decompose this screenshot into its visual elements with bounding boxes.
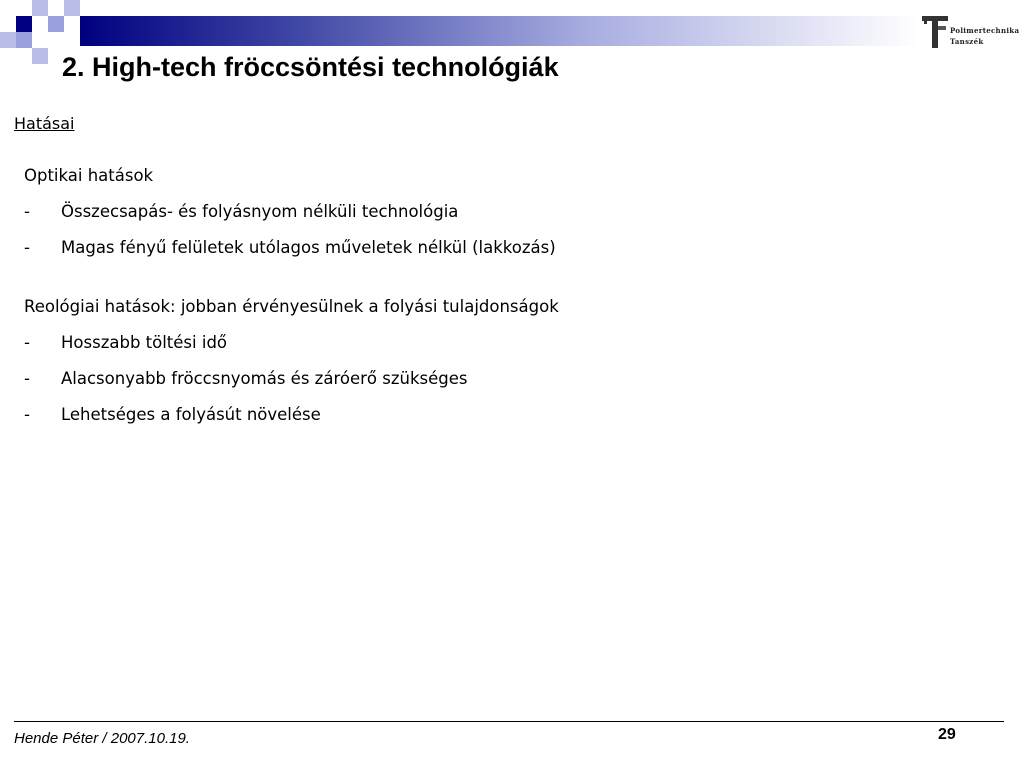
department-logo [920, 14, 1020, 52]
footer-author: Hende Péter / 2007.10.19. [14, 730, 190, 747]
list-item-text: Összecsapás- és folyásnyom nélküli technológia [61, 202, 459, 221]
page-number: 29 [938, 726, 956, 743]
bullet-dash: - [24, 333, 30, 352]
decorative-squares [0, 0, 80, 60]
logo-line-1: Polimertechnika [950, 26, 1020, 35]
decor-square-dark [16, 16, 32, 32]
header-gradient-bar [80, 16, 920, 46]
bullet-dash: - [24, 238, 30, 257]
list-item-text: Hosszabb töltési idő [61, 333, 228, 352]
slide-title: 2. High-tech fröccsöntési technológiák [62, 52, 559, 82]
list-item [24, 200, 984, 224]
decor-square-light [0, 32, 16, 48]
list-item-text: Alacsonyabb fröccsnyomás és záróerő szükséges [61, 369, 468, 388]
list-item [24, 367, 984, 391]
list-item [24, 236, 984, 260]
group-heading: Optikai hatások [24, 166, 154, 185]
bullet-dash: - [24, 369, 30, 388]
bullet-dash: - [24, 202, 30, 221]
section-heading: Hatásai [14, 114, 75, 133]
footer-divider [14, 721, 1004, 722]
decor-square-light [32, 0, 48, 16]
decor-square-mid [48, 16, 64, 32]
list-item [24, 403, 984, 427]
decor-square-mid [16, 32, 32, 48]
bullet-dash: - [24, 405, 30, 424]
group-optical [24, 164, 984, 260]
list-item [24, 331, 984, 355]
slide-content [24, 164, 984, 439]
list-item-text: Magas fényű felületek utólagos műveletek nélkül (lakkozás) [61, 238, 556, 257]
list-item-text: Lehetséges a folyásút növelése [61, 405, 321, 424]
decor-square-light [32, 48, 48, 64]
group-heading: Reológiai hatások: jobban érvényesülnek a folyási tulajdonságok [24, 297, 559, 316]
logo-line-2: Tanszék [950, 37, 984, 46]
group-rheological [24, 295, 984, 427]
decor-square-light [64, 0, 80, 16]
spacer [24, 272, 984, 295]
